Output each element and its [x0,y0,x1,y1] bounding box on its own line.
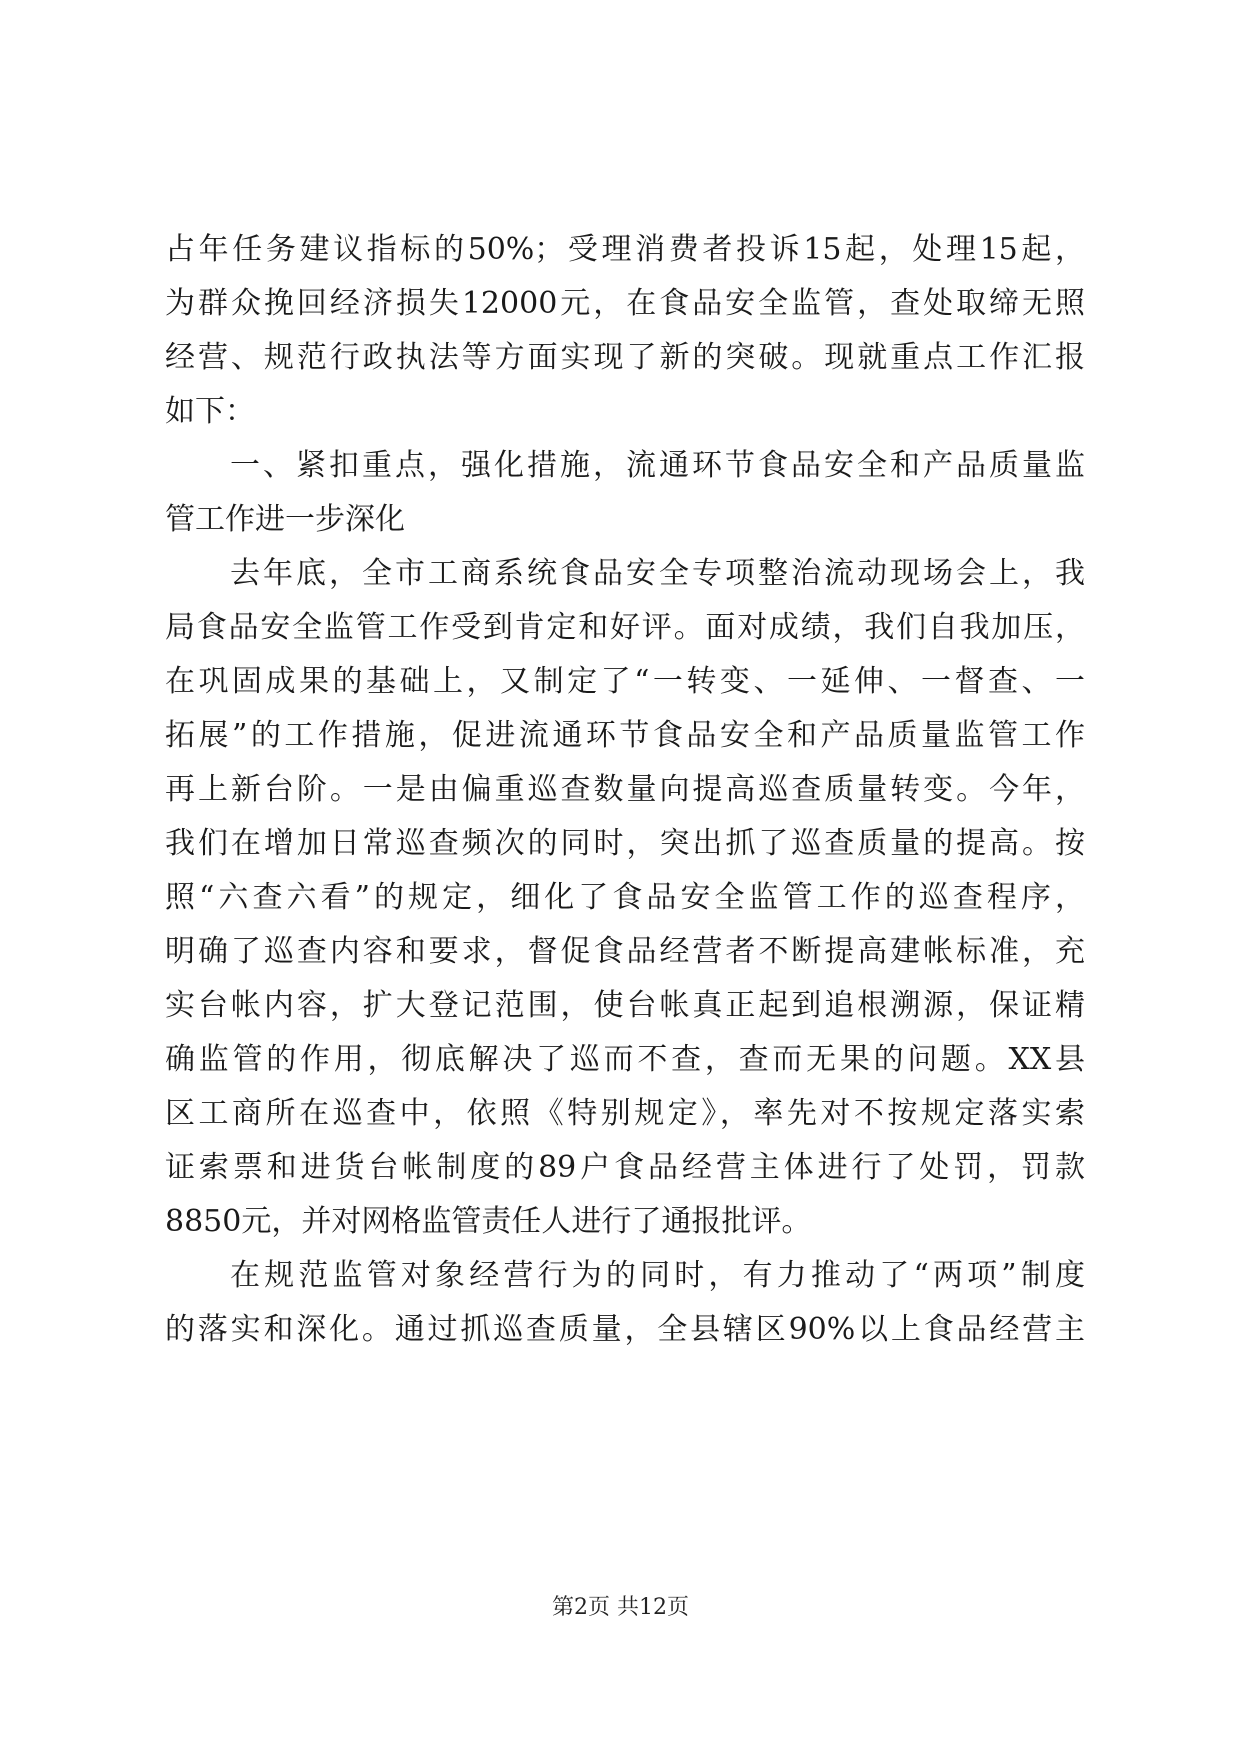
text-line: 区工商所在巡查中，依照《特别规定》，率先对不按规定落实索 [165,1096,1085,1131]
text-line: 如下： [165,394,255,429]
text-line: 再上新台阶。一是由偏重巡查数量向提高巡查质量转变。今年， [165,772,1085,807]
document-body [165,223,1085,1357]
text-line: 占年任务建议指标的50%；受理消费者投诉15起，处理15起， [165,232,1085,267]
text-line: 证索票和进货台帐制度的89户食品经营主体进行了处罚，罚款 [165,1150,1085,1185]
text-line: 明确了巡查内容和要求，督促食品经营者不断提高建帐标准，充 [165,934,1085,969]
text-line: 8850元，并对网格监管责任人进行了通报批评。 [165,1204,812,1239]
text-line: 的落实和深化。通过抓巡查质量，全县辖区90%以上食品经营主 [165,1312,1085,1347]
text-line: 实台帐内容，扩大登记范围，使台帐真正起到追根溯源，保证精 [165,988,1085,1023]
text-line: 局食品安全监管工作受到肯定和好评。面对成绩，我们自我加压， [165,610,1085,645]
text-line: 我们在增加日常巡查频次的同时，突出抓了巡查质量的提高。按 [165,826,1085,861]
text-line: 一、紧扣重点，强化措施，流通环节食品安全和产品质量监 [230,448,1085,483]
text-line: 去年底，全市工商系统食品安全专项整治流动现场会上，我 [230,556,1085,591]
text-line: 在规范监管对象经营行为的同时，有力推动了“两项”制度 [230,1258,1085,1293]
page-number-footer: 第2页 共12页 [552,1595,689,1620]
text-line: 确监管的作用，彻底解决了巡而不查，查而无果的问题。XX县 [165,1042,1085,1077]
text-line: 拓展”的工作措施，促进流通环节食品安全和产品质量监管工作 [165,718,1085,753]
text-line: 为群众挽回经济损失12000元，在食品安全监管，查处取缔无照 [165,286,1085,321]
text-line: 照“六查六看”的规定，细化了食品安全监管工作的巡查程序， [165,880,1085,915]
text-line: 在巩固成果的基础上，又制定了“一转变、一延伸、一督查、一 [165,664,1085,699]
text-line: 经营、规范行政执法等方面实现了新的突破。现就重点工作汇报 [165,340,1085,375]
text-line: 管工作进一步深化 [165,502,405,537]
